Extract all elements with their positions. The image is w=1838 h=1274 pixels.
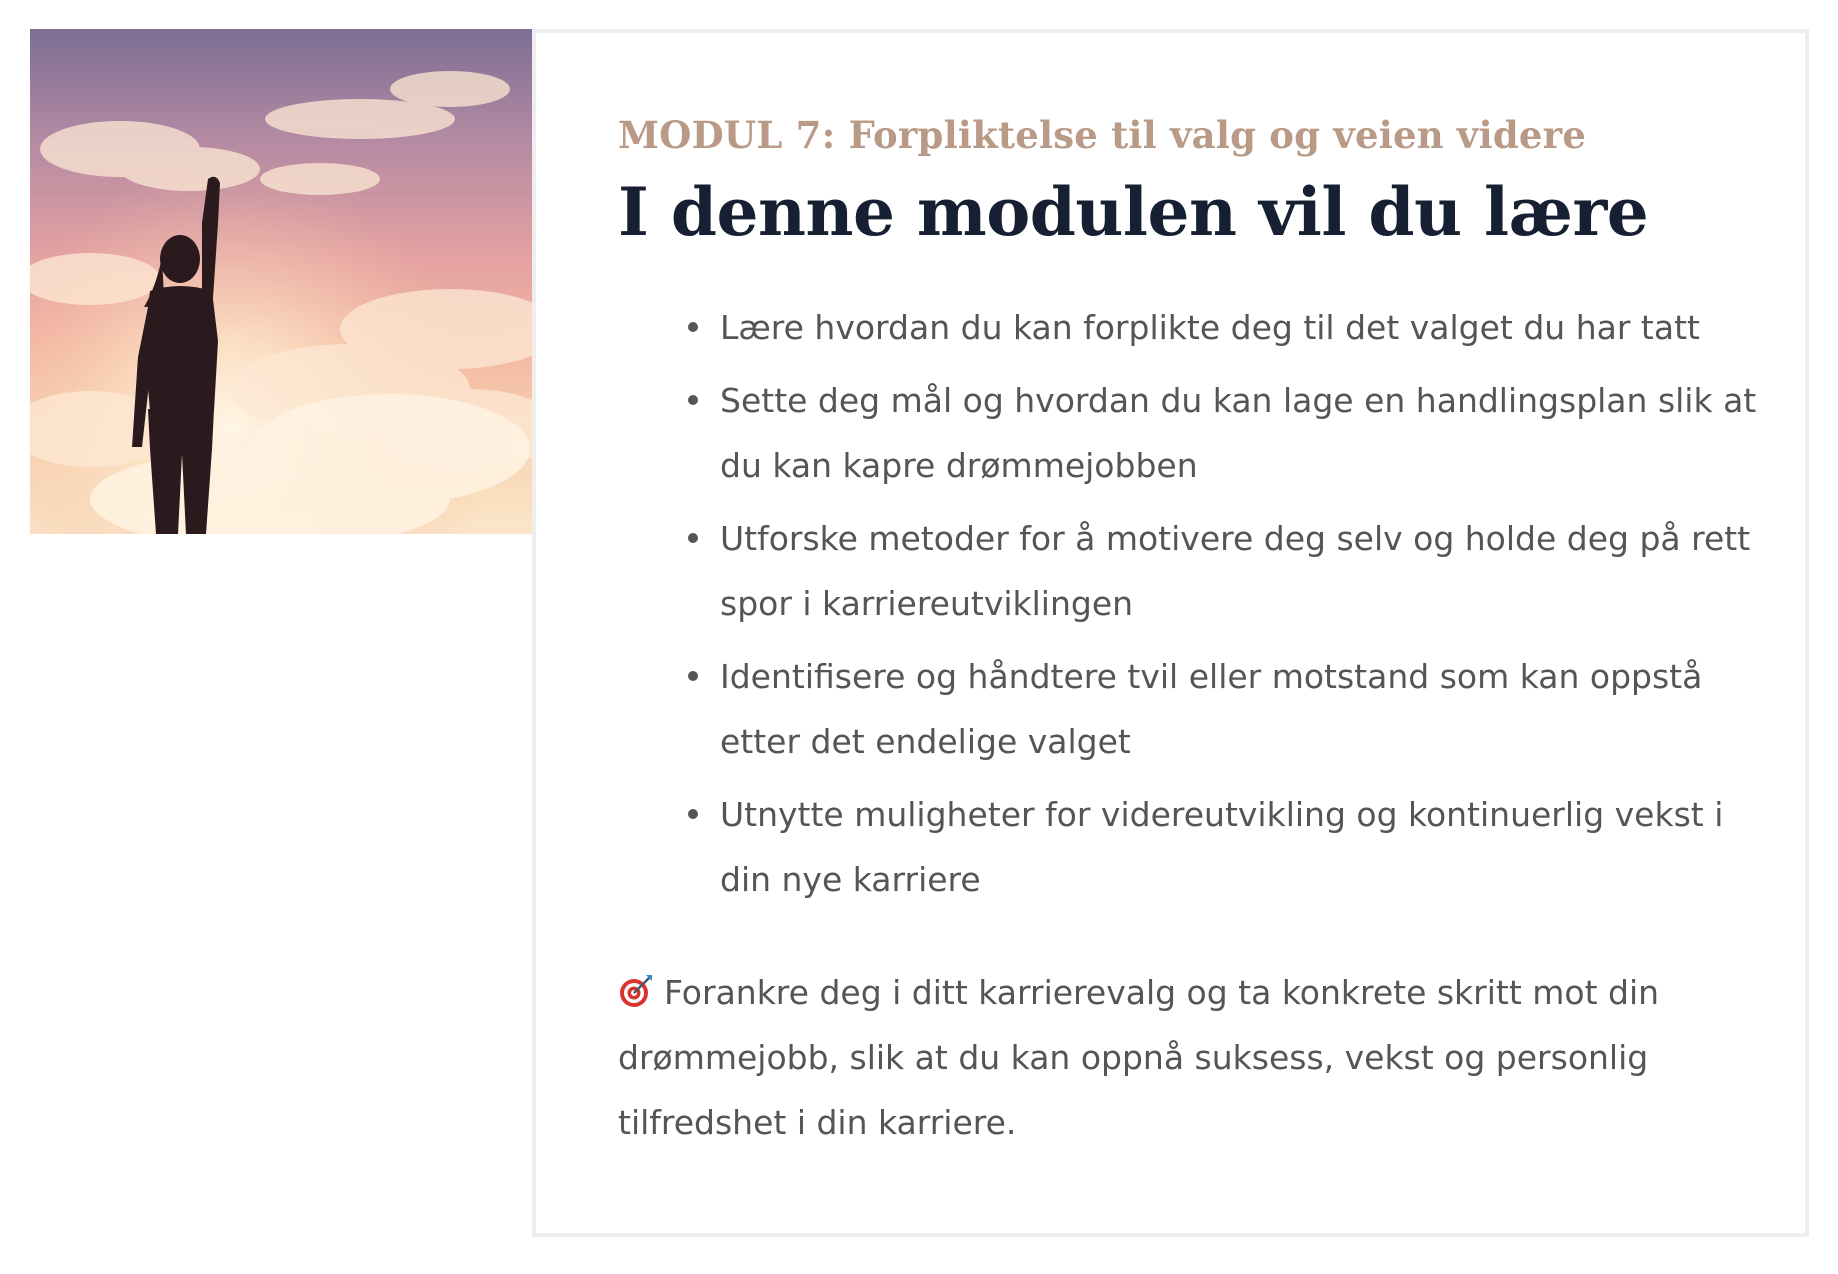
list-item [688, 782, 1768, 912]
list-item-text: Utforske metoder for å motivere deg selv og holde deg på rett spor i karriereutviklingen [720, 519, 1751, 624]
module-card [532, 29, 1809, 1237]
bullet-icon [688, 671, 698, 681]
list-item-text: Utnytte muligheter for videreutvikling og kontinuerlig vekst i din nye karriere [720, 795, 1724, 900]
hero-image [30, 29, 535, 534]
woman-raising-fist-sunset-image [30, 29, 535, 534]
bullet-icon [688, 533, 698, 543]
module-summary [618, 960, 1768, 1155]
list-item [688, 368, 1768, 498]
bullet-icon [688, 322, 698, 332]
bullet-icon [688, 395, 698, 405]
summary-text: Forankre deg i ditt karrierevalg og ta konkrete skritt mot din drømmejobb, slik at du kan oppnå suksess, vekst og personlig tilfredshet i din karriere. [618, 973, 1660, 1143]
list-item [688, 295, 1768, 360]
list-item-text: Lære hvordan du kan forplikte deg til det valget du har tatt [720, 308, 1700, 348]
list-item-text: Sette deg mål og hvordan du kan lage en handlingsplan slik at du kan kapre drømmejobben [720, 381, 1757, 486]
module-title: I denne modulen vil du lære [618, 173, 1649, 252]
module-content [618, 113, 1768, 1155]
list-item [688, 506, 1768, 636]
learning-goals-list [618, 295, 1768, 912]
module-eyebrow: MODUL 7: Forpliktelse til valg og veien videre [618, 113, 1587, 157]
list-item-text: Identifisere og håndtere tvil eller motstand som kan oppstå etter det endelige valget [720, 657, 1703, 762]
list-item [688, 644, 1768, 774]
direct-hit-target-icon [618, 965, 654, 1001]
bullet-icon [688, 809, 698, 819]
